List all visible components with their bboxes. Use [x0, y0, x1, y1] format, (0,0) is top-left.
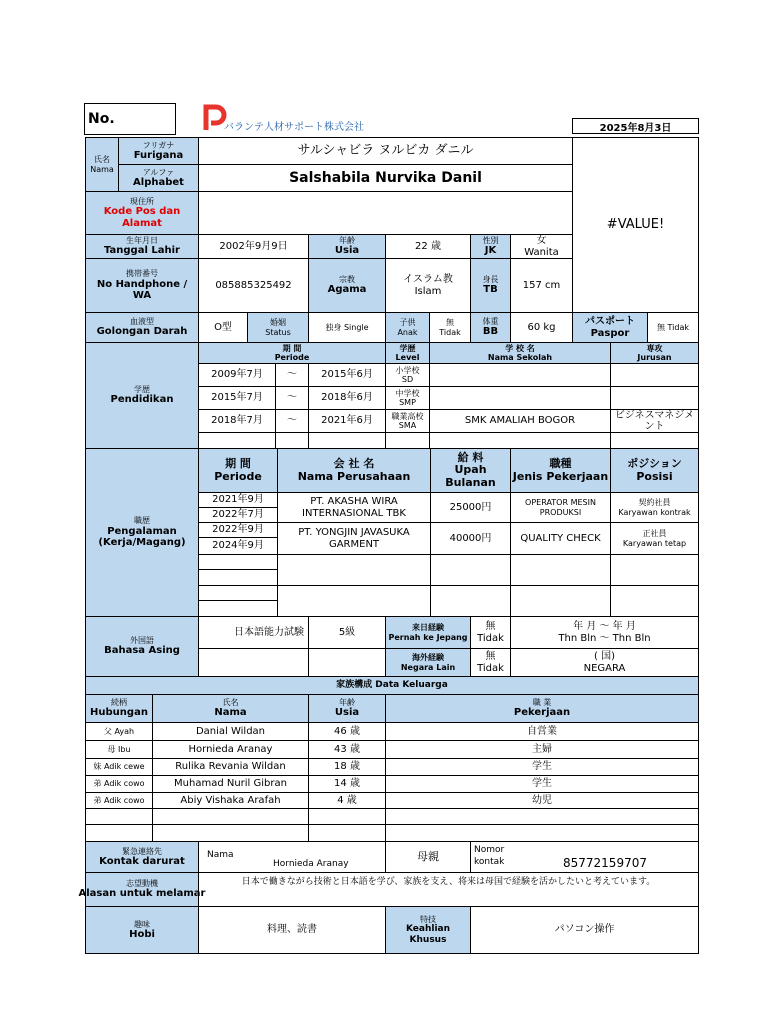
other-country-negara: ( 国) NEGARA — [510, 648, 699, 677]
emergency-contact-value: 85772159707 — [563, 856, 647, 870]
tb-label: 身長 TB — [470, 258, 511, 313]
company-name: バランテ人材サポート株式会社 — [224, 122, 364, 133]
exp-empty-cell — [510, 585, 611, 617]
exp-empty-cell — [198, 554, 278, 570]
date-value: 2025年8月3日 — [599, 122, 672, 134]
family-rel: 弟 Adik cowo — [85, 775, 153, 793]
exp-empty-cell — [430, 554, 511, 586]
address-value — [198, 191, 573, 235]
edu-end: 2021年6月 — [308, 409, 386, 433]
edu-major — [610, 363, 699, 387]
religion-label: 宗教 Agama — [308, 258, 386, 313]
language-label: 外国語 Bahasa Asing — [85, 616, 199, 677]
emergency-name-cell — [198, 841, 386, 873]
skill-value: パソコン操作 — [470, 906, 699, 954]
date-box — [572, 118, 699, 134]
edu-start: 2009年7月 — [198, 363, 276, 387]
edu-major — [610, 386, 699, 410]
edu-tilde: ～ — [275, 409, 309, 433]
child-value: 無 Tidak — [429, 312, 471, 343]
edu-empty-cell — [429, 432, 611, 449]
exp-empty-cell — [610, 554, 699, 586]
alphabet-label: アルファ Alphabet — [118, 164, 199, 192]
exp-empty-cell — [198, 600, 278, 617]
phone-label: 携帯番号 No Handphone / WA — [85, 258, 199, 313]
lang-empty-cell — [198, 648, 309, 677]
edu-tilde: ～ — [275, 386, 309, 410]
edu-end: 2015年6月 — [308, 363, 386, 387]
exp-start: 2021年9月 — [198, 492, 278, 508]
child-label: 子供 Anak — [385, 312, 430, 343]
bb-value: 60 kg — [510, 312, 573, 343]
edu-start: 2018年7月 — [198, 409, 276, 433]
other-country-value: 無 Tidak — [470, 648, 511, 677]
family-empty-cell — [308, 824, 386, 842]
alphabet-value: Salshabila Nurvika Danil — [198, 164, 573, 192]
family-col-rel: 続柄 Hubungan — [85, 694, 153, 723]
family-age: 18 歳 — [308, 758, 386, 776]
edu-school — [429, 363, 611, 387]
exp-start: 2022年9月 — [198, 522, 278, 538]
family-name: Muhamad Nuril Gibran — [152, 775, 309, 793]
skill-label: 特技 Keahlian Khusus — [385, 906, 471, 954]
edu-empty-cell — [308, 432, 386, 449]
jp-level-label: 日本語能力試験 — [198, 616, 309, 649]
edu-empty-cell — [610, 432, 699, 449]
exp-col-company: 会 社 名 Nama Perusahaan — [277, 448, 431, 493]
address-label: 現住所 Kode Pos dan Alamat — [85, 191, 199, 235]
tb-value: 157 cm — [510, 258, 573, 313]
exp-salary: 40000円 — [430, 522, 511, 555]
family-empty-cell — [152, 808, 309, 825]
exp-empty-cell — [430, 585, 511, 617]
jk-value: 女 Wanita — [510, 234, 573, 259]
status-value: 独身 Single — [308, 312, 386, 343]
exp-company: PT. YONGJIN JAVASUKA GARMENT — [277, 522, 431, 555]
edu-empty-cell — [198, 432, 276, 449]
furigana-label: フリガナ Furigana — [118, 137, 199, 165]
family-rel: 妹 Adik cewe — [85, 758, 153, 776]
age-value: 22 歳 — [385, 234, 471, 259]
family-title: 家族構成 Data Keluarga — [85, 676, 699, 695]
edu-major: ビジネスマネジメント — [610, 409, 699, 433]
family-name: Danial Wildan — [152, 722, 309, 741]
family-empty-cell — [308, 808, 386, 825]
exp-empty-cell — [198, 569, 278, 586]
emergency-name-value: Hornieda Aranay — [273, 859, 349, 869]
bb-label: 体重 BB — [470, 312, 511, 343]
exp-salary: 25000円 — [430, 492, 511, 523]
family-empty-cell — [85, 808, 153, 825]
education-label: 学歴 Pendidikan — [85, 342, 199, 449]
exp-position: 正社員 Karyawan tetap — [610, 522, 699, 555]
been-jp-label: 来日経験 Pernah ke Jepang — [385, 616, 471, 649]
family-age: 4 歳 — [308, 792, 386, 809]
blood-value: O型 — [198, 312, 248, 343]
exp-col-position: ポジション Posisi — [610, 448, 699, 493]
family-job: 自営業 — [385, 722, 699, 741]
jp-level-value: 5級 — [308, 616, 386, 649]
exp-empty-cell — [277, 554, 431, 586]
family-age: 46 歳 — [308, 722, 386, 741]
family-rel: 父 Ayah — [85, 722, 153, 741]
emergency-relation: 母親 — [385, 841, 471, 873]
been-jp-value: 無 Tidak — [470, 616, 511, 649]
jk-label: 性別 JK — [470, 234, 511, 259]
religion-value: イスラム教 Islam — [385, 258, 471, 313]
emergency-contact-label: Nomor kontak — [474, 845, 505, 867]
edu-level: 小学校 SD — [385, 363, 430, 387]
edu-school — [429, 386, 611, 410]
age-label: 年齢 Usia — [308, 234, 386, 259]
family-rel: 弟 Adik cowo — [85, 792, 153, 809]
family-empty-cell — [152, 824, 309, 842]
edu-end: 2018年6月 — [308, 386, 386, 410]
edu-level: 職業高校 SMA — [385, 409, 430, 433]
edu-col-period: 期 間 Periode — [198, 342, 386, 364]
family-empty-cell — [385, 824, 699, 842]
family-age: 43 歳 — [308, 740, 386, 759]
emergency-contact-cell — [470, 841, 699, 873]
edu-level: 中学校 SMP — [385, 386, 430, 410]
hobby-label: 趣味 Hobi — [85, 906, 199, 954]
photo-area: #VALUE! — [572, 137, 699, 313]
furigana-value: サルシャビラ ヌルビカ ダニル — [198, 137, 573, 165]
family-job: 幼児 — [385, 792, 699, 809]
no-label: No. — [88, 111, 115, 127]
lang-empty-cell — [308, 648, 386, 677]
family-name: Hornieda Aranay — [152, 740, 309, 759]
family-name: Rulika Revania Wildan — [152, 758, 309, 776]
passport-label: パスポート Paspor — [572, 312, 648, 343]
exp-empty-cell — [277, 585, 431, 617]
name-label: 氏名 Nama — [85, 137, 119, 192]
exp-end: 2022年7月 — [198, 507, 278, 523]
no-box — [84, 103, 176, 135]
exp-empty-cell — [510, 554, 611, 586]
family-job: 学生 — [385, 758, 699, 776]
blood-label: 血液型 Golongan Darah — [85, 312, 199, 343]
family-name: Abiy Vishaka Arafah — [152, 792, 309, 809]
exp-end: 2024年9月 — [198, 537, 278, 555]
exp-col-salary: 給 料 Upah Bulanan — [430, 448, 511, 493]
exp-col-job: 職種 Jenis Pekerjaan — [510, 448, 611, 493]
motivation-value: 日本で働きながら技術と日本語を学び、家族を支え、将来は母国で経験を活かしたいと考えています。 — [198, 872, 699, 907]
exp-empty-cell — [198, 585, 278, 601]
been-jp-period: 年 月 ～ 年 月 Thn Bln ～ Thn Bln — [510, 616, 699, 649]
edu-school: SMK AMALIAH BOGOR — [429, 409, 611, 433]
exp-position: 契約社員 Karyawan kontrak — [610, 492, 699, 523]
hobby-value: 料理、読書 — [198, 906, 386, 954]
family-job: 主婦 — [385, 740, 699, 759]
dob-value: 2002年9月9日 — [198, 234, 309, 259]
edu-col-level: 学歴 Level — [385, 342, 430, 364]
other-country-label: 海外経験 Negara Lain — [385, 648, 471, 677]
phone-value: 085885325492 — [198, 258, 309, 313]
emergency-name-label: Nama — [207, 850, 234, 860]
motivation-label: 志望動機 Alasan untuk melamar — [85, 872, 199, 907]
edu-start: 2015年7月 — [198, 386, 276, 410]
family-job: 学生 — [385, 775, 699, 793]
status-label: 婚姻 Status — [247, 312, 309, 343]
exp-job: OPERATOR MESIN PRODUKSI — [510, 492, 611, 523]
exp-company: PT. AKASHA WIRA INTERNASIONAL TBK — [277, 492, 431, 523]
emergency-label: 緊急連絡先 Kontak darurat — [85, 841, 199, 873]
edu-col-school: 学 校 名 Nama Sekolah — [429, 342, 611, 364]
exp-job: QUALITY CHECK — [510, 522, 611, 555]
edu-tilde: ～ — [275, 363, 309, 387]
family-rel: 母 Ibu — [85, 740, 153, 759]
family-empty-cell — [85, 824, 153, 842]
family-age: 14 歳 — [308, 775, 386, 793]
edu-empty-cell — [385, 432, 430, 449]
edu-col-major: 専攻 Jurusan — [610, 342, 699, 364]
family-col-age: 年齢 Usia — [308, 694, 386, 723]
family-empty-cell — [385, 808, 699, 825]
passport-value: 無 Tidak — [647, 312, 699, 343]
family-col-job: 職 業 Pekerjaan — [385, 694, 699, 723]
exp-empty-cell — [610, 585, 699, 617]
experience-label: 職歴 Pengalaman (Kerja/Magang) — [85, 448, 199, 617]
exp-col-period: 期 間 Periode — [198, 448, 278, 493]
edu-empty-cell — [275, 432, 309, 449]
family-col-name: 氏名 Nama — [152, 694, 309, 723]
dob-label: 生年月日 Tanggal Lahir — [85, 234, 199, 259]
